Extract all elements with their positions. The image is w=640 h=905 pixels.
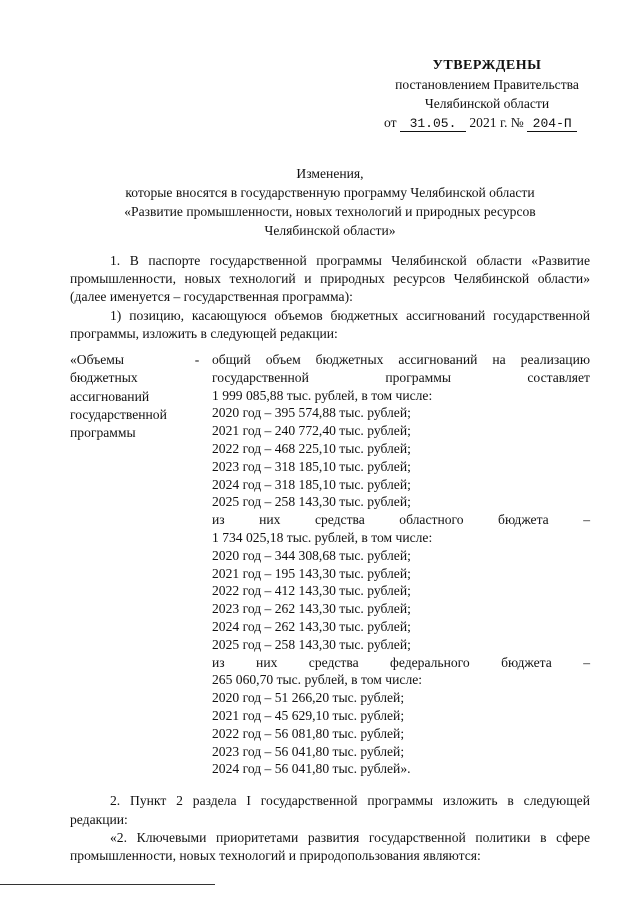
left-line: программы bbox=[70, 425, 136, 441]
right-line: 2022 год – 56 081,80 тыс. рублей; bbox=[212, 725, 405, 741]
year-label: 2021 г. № bbox=[469, 115, 524, 130]
date-prefix: от bbox=[384, 115, 397, 130]
left-line: бюджетных bbox=[70, 370, 138, 386]
handwritten-date: 31.05. bbox=[400, 117, 466, 132]
title-line-3: «Развитие промышленности, новых технологий и природных ресурсов bbox=[124, 204, 536, 219]
approved-date-number-row bbox=[372, 113, 602, 132]
right-line: 2024 год – 56 041,80 тыс. рублей». bbox=[212, 761, 411, 777]
approval-stamp bbox=[372, 56, 602, 132]
left-line: ассигнований bbox=[70, 388, 150, 404]
right-line: из них средства областного бюджета – bbox=[212, 512, 590, 528]
budget-table-right-column bbox=[206, 351, 590, 778]
budget-table-dash: - bbox=[194, 352, 200, 368]
right-line: 2020 год – 51 266,20 тыс. рублей; bbox=[212, 690, 405, 706]
paragraph-section1-intro: 1. В паспорте государственной программы Челябинской области «Развитие промышленности, новых технологий и природных ресурсов Челябинской области» (далее именуется – государственная программа): bbox=[70, 253, 590, 305]
budget-table bbox=[70, 351, 590, 778]
right-line: 2020 год – 395 574,88 тыс. рублей; bbox=[212, 405, 411, 421]
document-title bbox=[70, 164, 590, 240]
left-line: «Объемы bbox=[70, 352, 124, 368]
right-line: 265 060,70 тыс. рублей, в том числе: bbox=[212, 672, 423, 688]
budget-table-left-column bbox=[70, 351, 188, 778]
title-line-1: Изменения, bbox=[296, 166, 364, 181]
approved-line-government: постановлением Правительства bbox=[395, 77, 579, 92]
paragraph-section1-item1: 1) позицию, касающуюся объемов бюджетных ассигнований государственной программы, изложить в следующей редакции: bbox=[70, 307, 590, 341]
right-line: 2022 год – 468 225,10 тыс. рублей; bbox=[212, 441, 411, 456]
right-line: 2023 год – 56 041,80 тыс. рублей; bbox=[212, 743, 405, 759]
title-line-4: Челябинской области» bbox=[264, 223, 396, 238]
right-line: 2023 год – 318 185,10 тыс. рублей; bbox=[212, 458, 411, 474]
right-line: 1 999 085,88 тыс. рублей, в том числе: bbox=[212, 387, 433, 403]
right-line: 2025 год – 258 143,30 тыс. рублей; bbox=[212, 636, 411, 652]
paragraph-section2-intro: 2. Пункт 2 раздела I государственной программы изложить в следующей редакции: bbox=[70, 793, 590, 827]
right-line: 2021 год – 195 143,30 тыс. рублей; bbox=[212, 565, 411, 581]
right-line: 2025 год – 258 143,30 тыс. рублей; bbox=[212, 494, 411, 510]
right-line: 2023 год – 262 143,30 тыс. рублей; bbox=[212, 601, 411, 617]
right-line: 1 734 025,18 тыс. рублей, в том числе: bbox=[212, 529, 433, 545]
approved-header: УТВЕРЖДЕНЫ bbox=[432, 58, 542, 73]
approved-line-region: Челябинской области bbox=[424, 96, 550, 111]
title-line-2: которые вносятся в государственную программу Челябинской области bbox=[125, 185, 535, 200]
right-line: 2021 год – 240 772,40 тыс. рублей; bbox=[212, 423, 411, 439]
footnote-divider bbox=[0, 884, 215, 885]
section-2 bbox=[70, 792, 590, 866]
left-line: государственной bbox=[70, 406, 167, 422]
right-line: 2020 год – 344 308,68 тыс. рублей; bbox=[212, 547, 411, 563]
right-line: из них средства федерального бюджета – bbox=[212, 654, 590, 670]
right-line: государственной программы составляет bbox=[212, 369, 590, 385]
paragraph-section2-item2: «2. Ключевыми приоритетами развития государственной политики в сфере промышленности, новых технологий и природопользования являются: bbox=[70, 829, 590, 864]
right-line: 2024 год – 318 185,10 тыс. рублей; bbox=[212, 476, 411, 492]
right-line: 2024 год – 262 143,30 тыс. рублей; bbox=[212, 618, 411, 634]
document-body bbox=[70, 252, 590, 866]
right-line: общий объем бюджетных ассигнований на реализацию bbox=[212, 352, 590, 368]
right-line: 2021 год – 45 629,10 тыс. рублей; bbox=[212, 707, 405, 723]
handwritten-number: 204-П bbox=[527, 117, 577, 132]
right-line: 2022 год – 412 143,30 тыс. рублей; bbox=[212, 583, 411, 599]
